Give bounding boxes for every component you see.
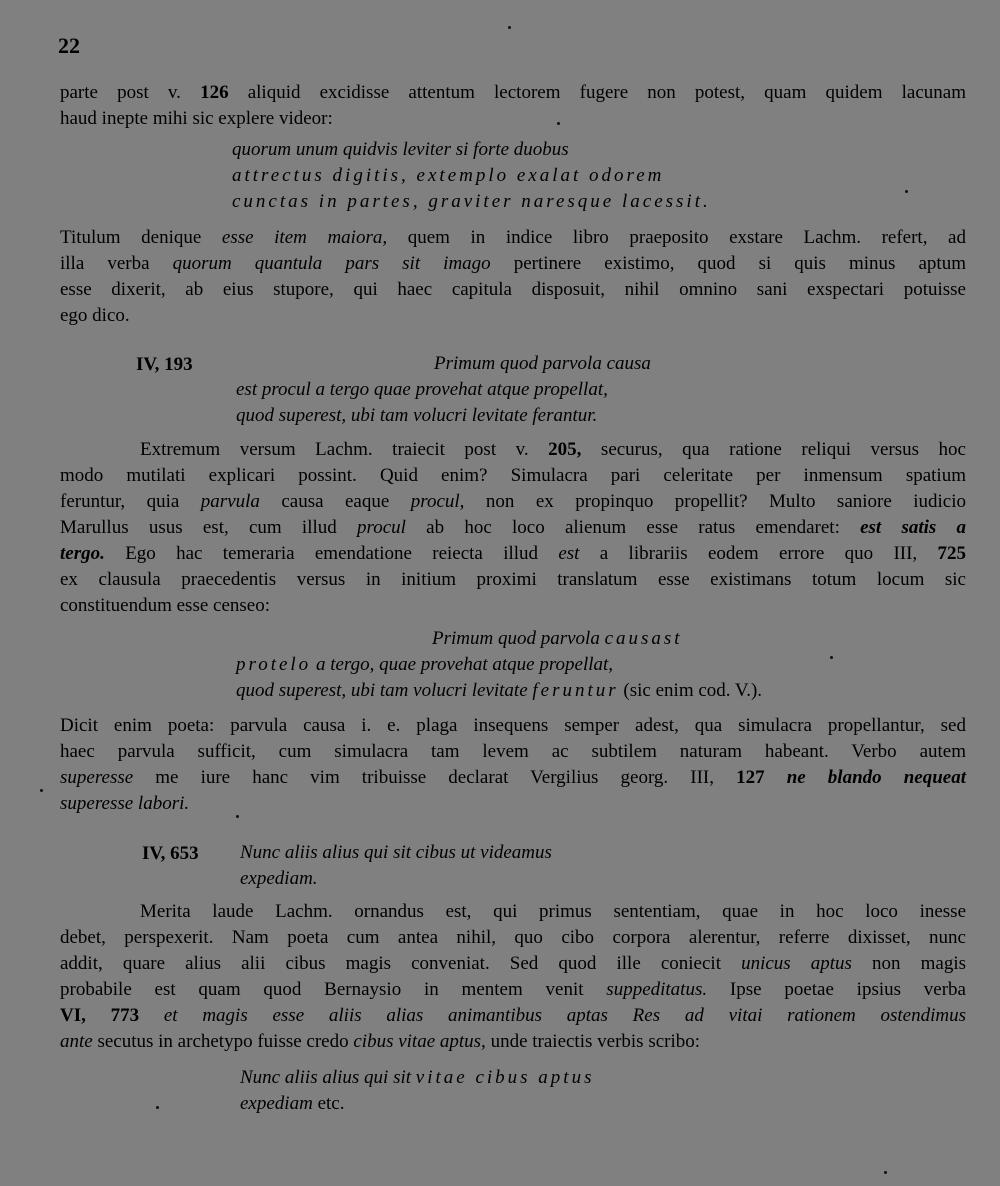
- p4-line-3: superesse me iure hanc vim tribuisse declarat Vergilius georg. III, 127 ne blando nequeat: [60, 767, 967, 788]
- paragraph-1: [60, 80, 966, 132]
- p3-line-6: ex clausula praecedentis versus in initium proximi translatum esse existimans totum locum sic: [60, 569, 966, 590]
- scan-speck: [40, 789, 43, 792]
- verse-1-line-1: quorum unum quidvis leviter si forte duobus: [232, 139, 569, 160]
- scan-speck: [557, 122, 560, 125]
- paragraph-2: [60, 225, 966, 329]
- paragraph-5: [60, 899, 966, 1055]
- p3-line-1: Extremum versum Lachm. traiecit post v. 205, securus, qua ratione reliqui versus hoc: [140, 439, 966, 460]
- section-ref-iv-193: IV, 193: [136, 354, 193, 375]
- verse3-line-2: expediam etc.: [240, 1093, 345, 1114]
- verse-block-2: [236, 351, 651, 429]
- p5-line-3: addit, quare alius alii cibus magis conveniat. Sed quod ille coniecit unicus aptus non magis: [60, 953, 967, 974]
- p1-line-2: haud inepte mihi sic explere videor:: [60, 108, 333, 129]
- verse-1-line-3: cunctas in partes, graviter naresque lacessit.: [232, 191, 711, 212]
- verse-block-3: [236, 626, 762, 704]
- verse2-line-2: protelo a tergo, quae provehat atque propellat,: [236, 654, 614, 675]
- scan-speck: [884, 1171, 887, 1174]
- sec1-line-3: quod superest, ubi tam volucri levitate ferantur.: [236, 405, 598, 426]
- sec2-line-2: expediam.: [240, 868, 318, 889]
- scan-speck: [905, 190, 908, 193]
- verse3-line-1: Nunc aliis alius qui sit vitae cibus aptus: [240, 1067, 595, 1088]
- p5-line-2: debet, perspexerit. Nam poeta cum antea nihil, quo cibo corpora alerentur, referre dixisset, nunc: [60, 927, 966, 948]
- verse-block-4: [240, 840, 552, 892]
- sec1-line-2: est procul a tergo quae provehat atque propellat,: [236, 379, 608, 400]
- p3-line-5: tergo. Ego hac temeraria emendatione reiecta illud est a librariis eodem errore quo III, 725: [60, 543, 967, 564]
- section-ref-iv-653: IV, 653: [142, 843, 199, 864]
- paragraph-3: [60, 437, 966, 619]
- p2-line-4: ego dico.: [60, 305, 130, 326]
- p1-line-1: parte post v. 126 aliquid excidisse attentum lectorem fugere non potest, quam quidem lacunam: [60, 82, 967, 103]
- p4-line-1: Dicit enim poeta: parvula causa i. e. plaga insequens semper adest, qua simulacra propellantur, sed: [60, 715, 966, 736]
- scan-speck: [156, 1106, 159, 1109]
- p5-line-6: ante secutus in archetypo fuisse credo cibus vitae aptus, unde traiectis verbis scribo:: [60, 1031, 701, 1052]
- scan-speck: [508, 26, 511, 29]
- p3-line-2: modo mutilati explicari possint. Quid enim? Simulacra pari celeritate per inmensum spatium: [60, 465, 966, 486]
- verse-block-5: [240, 1065, 594, 1117]
- sec1-line-1: Primum quod parvola causa: [434, 353, 651, 374]
- page-number: 22: [58, 33, 80, 58]
- scan-speck: [236, 815, 239, 818]
- verse-1-line-2: attrectus digitis, extemplo exalat odorem: [232, 165, 665, 186]
- p2-line-1: Titulum denique esse item maiora, quem in indice libro praeposito exstare Lachm. refert, ad: [60, 227, 966, 248]
- verse-block-1: [232, 137, 711, 215]
- p4-line-2: haec parvula sufficit, cum simulacra tam levem ac subtilem naturam habeant. Verbo autem: [60, 741, 966, 762]
- verse2-line-3: quod superest, ubi tam volucri levitate feruntur (sic enim cod. V.).: [236, 680, 763, 701]
- p4-line-4: superesse labori.: [60, 793, 190, 814]
- sec2-line-1: Nunc aliis alius qui sit cibus ut videamus: [240, 842, 552, 863]
- p2-line-3: esse dixerit, ab eius stupore, qui haec capitula disposuit, nihil omnino sani exspectari potuisse: [60, 279, 966, 300]
- p2-line-2: illa verba quorum quantula pars sit imago pertinere existimo, quod si quis minus aptum: [60, 253, 966, 274]
- scan-speck: [830, 656, 833, 659]
- p3-line-3: feruntur, quia parvula causa eaque procul, non ex propinquo propellit? Multo saniore iudicio: [60, 491, 967, 512]
- p3-line-4: Marullus usus est, cum illud procul ab hoc loco alienum esse ratus emendaret: est satis a: [60, 517, 967, 538]
- p5-line-4: probabile est quam quod Bernaysio in mentem venit suppeditatus. Ipse poetae ipsius verba: [60, 979, 966, 1000]
- paragraph-4: [60, 713, 966, 817]
- p5-line-5: VI, 773 et magis esse aliis alias animantibus aptas Res ad vitai rationem ostendimus: [60, 1005, 966, 1026]
- p5-line-1: Merita laude Lachm. ornandus est, qui primus sententiam, quae in hoc loco inesse: [140, 901, 966, 922]
- verse2-line-1: Primum quod parvola causast: [432, 628, 683, 649]
- p3-line-7: constituendum esse censeo:: [60, 595, 271, 616]
